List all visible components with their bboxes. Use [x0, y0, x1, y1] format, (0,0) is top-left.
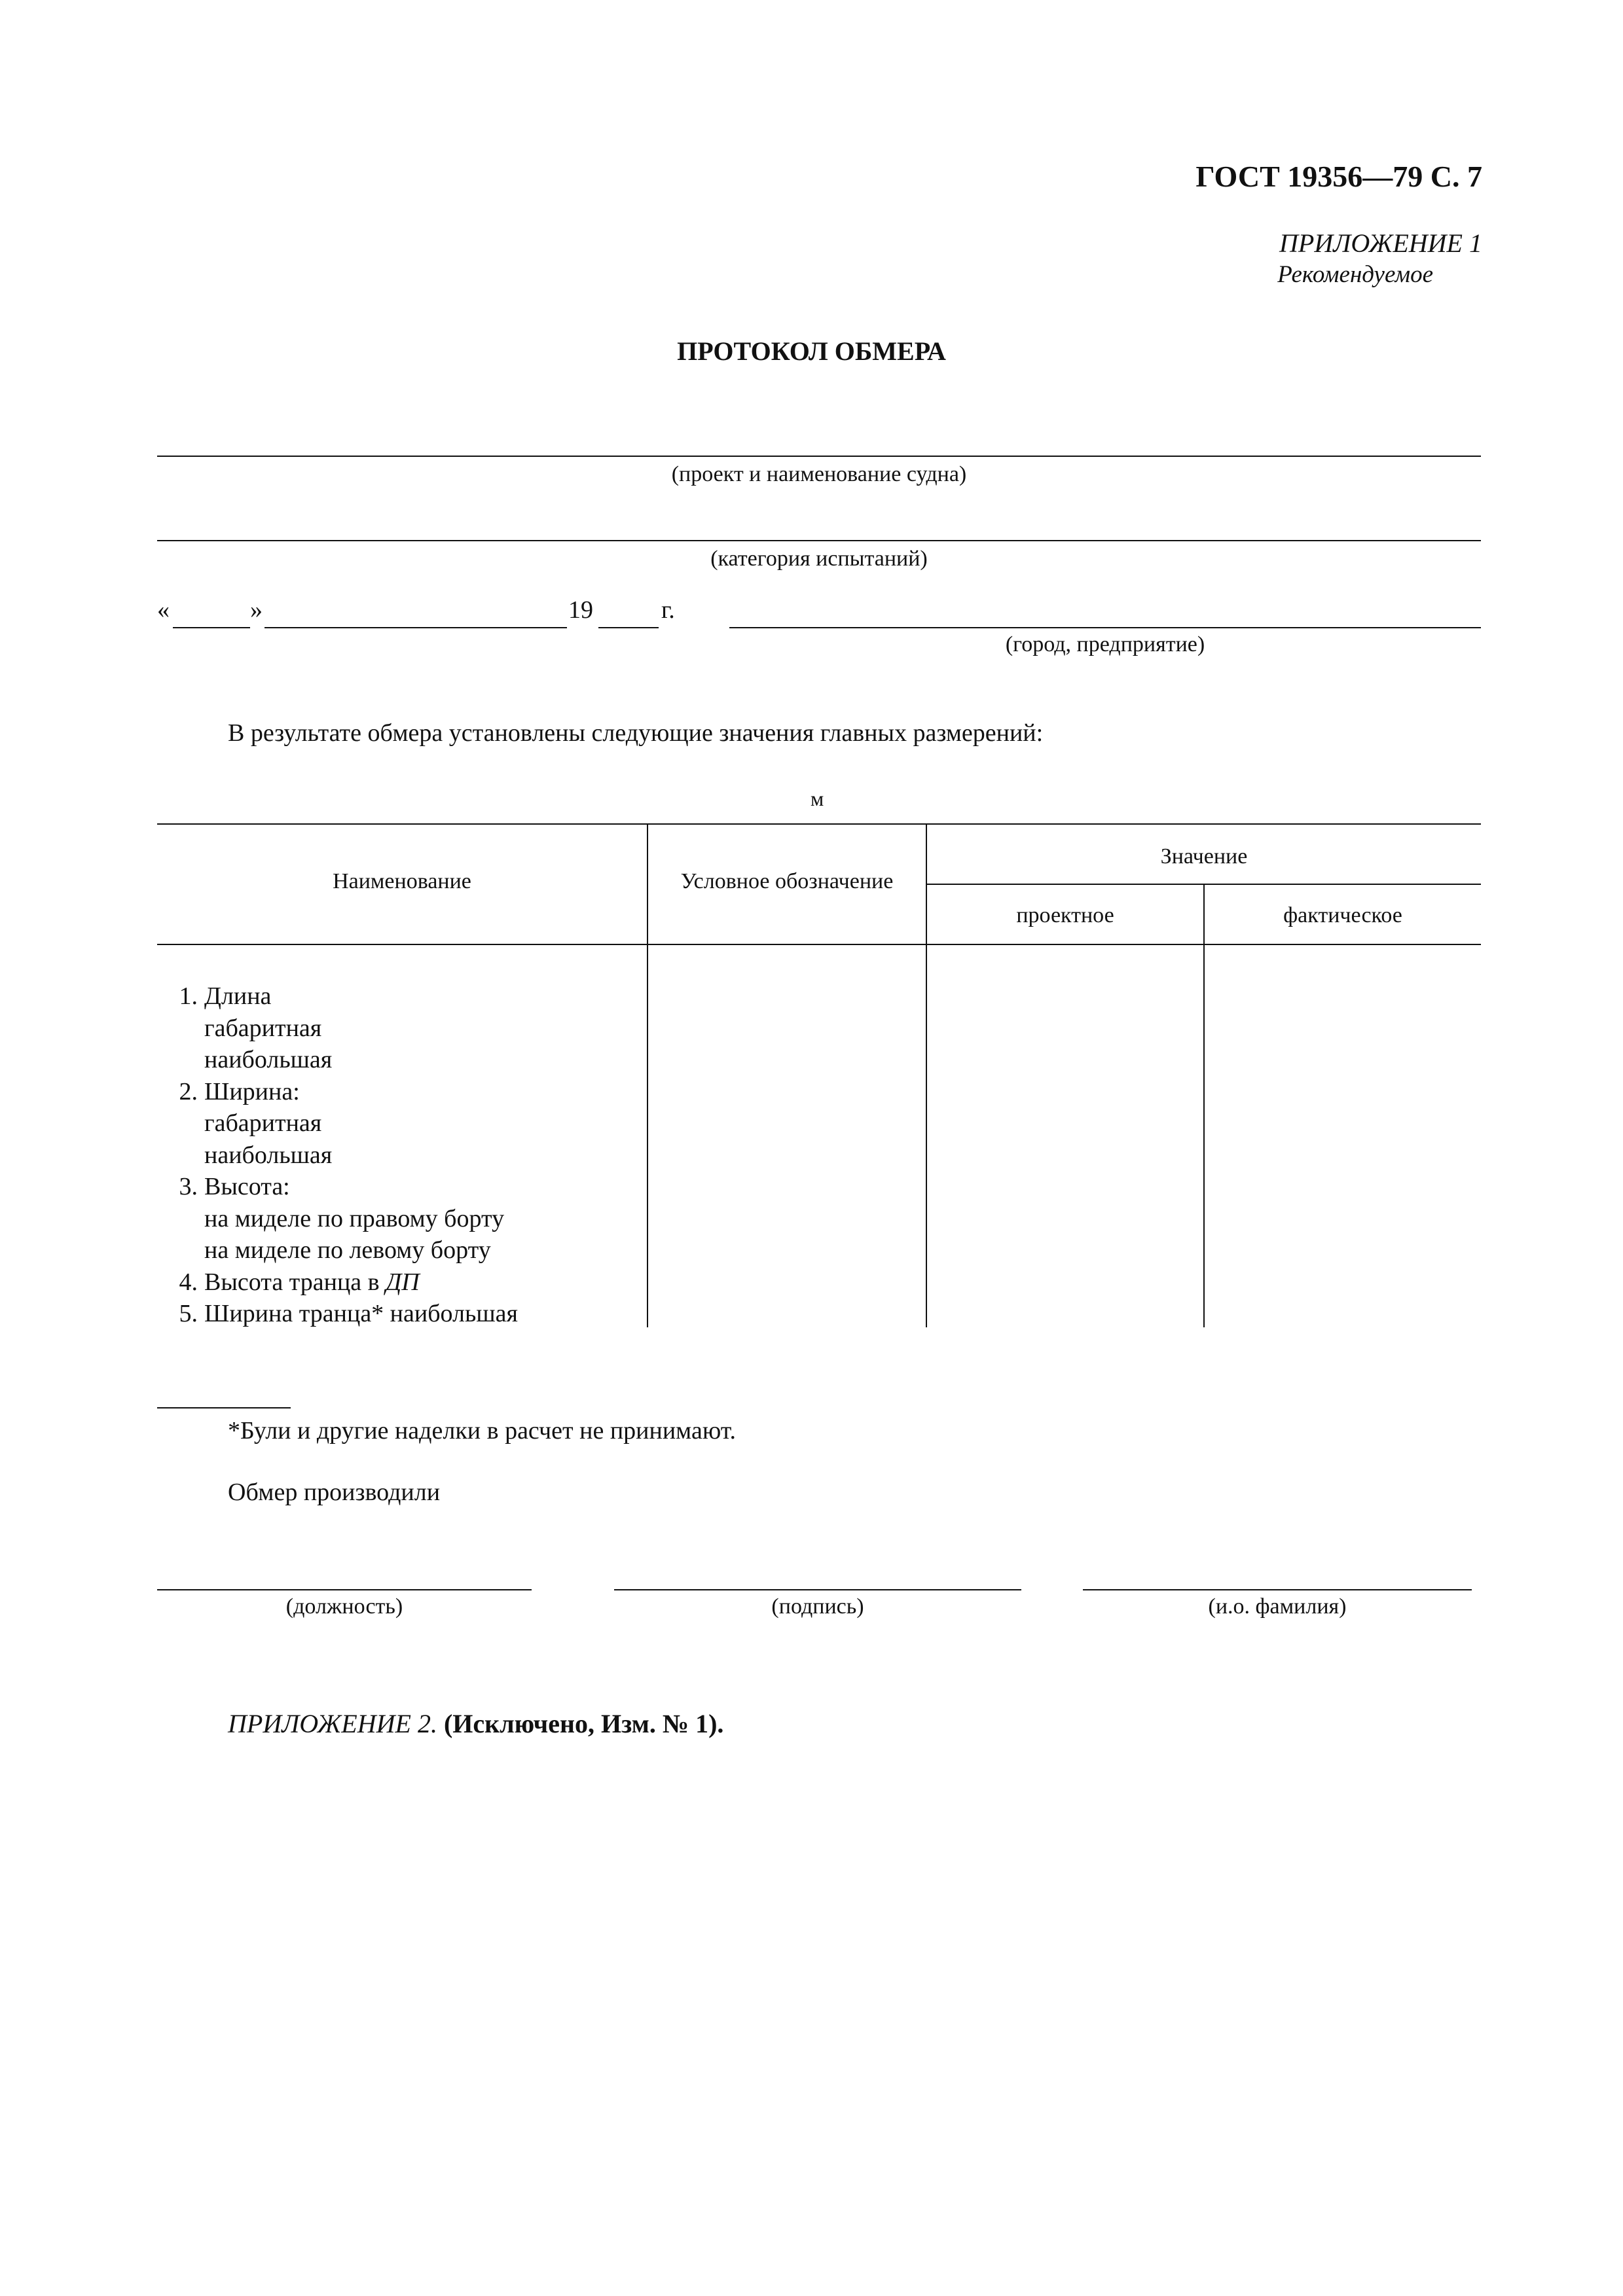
- header-design: проектное: [1016, 903, 1114, 927]
- year-suffix: г.: [661, 596, 675, 624]
- protocol-title: ПРОТОКОЛ ОБМЕРА: [677, 336, 946, 366]
- test-category-caption: (категория испытаний): [710, 547, 928, 571]
- appendix-2-note: [228, 1708, 723, 1739]
- appendix-title: ПРИЛОЖЕНИЕ 1: [1279, 228, 1482, 258]
- month-blank[interactable]: [264, 627, 567, 628]
- item-number: 4.: [179, 1268, 198, 1296]
- unit-label: м: [811, 787, 824, 810]
- item-text: Длина: [204, 982, 272, 1010]
- table-row: [162, 1172, 290, 1201]
- name-caption: (и.о. фамилия): [1208, 1594, 1347, 1619]
- appendix-2-label: ПРИЛОЖЕНИЕ 2.: [228, 1709, 437, 1738]
- table-row: [162, 1204, 504, 1233]
- table-row: [162, 1014, 321, 1043]
- item-number: 1.: [179, 982, 198, 1010]
- year-blank[interactable]: [598, 627, 659, 628]
- vessel-name-line[interactable]: [157, 456, 1481, 457]
- table-row: [162, 1141, 332, 1170]
- table-row: [162, 1299, 518, 1328]
- table-row: [162, 1077, 300, 1106]
- column-divider-3: [1203, 884, 1205, 1327]
- city-enterprise-line[interactable]: [729, 627, 1481, 628]
- item-number: 3.: [179, 1173, 198, 1200]
- table-row: [162, 1236, 491, 1265]
- header-symbol: Условное обозначение: [680, 869, 894, 893]
- column-divider-1: [647, 823, 648, 1327]
- column-divider-2: [926, 823, 927, 1327]
- item-text: на миделе по левому борту: [204, 1236, 491, 1264]
- appendix-2-status: (Исключено, Изм. № 1).: [443, 1709, 724, 1738]
- header-bottom-rule: [157, 944, 1481, 945]
- table-row: [162, 1268, 420, 1297]
- item-text: наибольшая: [204, 1141, 333, 1169]
- footnote-text: *Були и другие наделки в расчет не принимают.: [228, 1417, 736, 1444]
- date-open-quote: «: [157, 596, 170, 624]
- year-prefix: 19: [568, 596, 593, 624]
- item-text: наибольшая: [204, 1046, 333, 1073]
- item-text: Высота транца в: [204, 1268, 386, 1296]
- signature-caption: (подпись): [771, 1594, 864, 1619]
- test-category-line[interactable]: [157, 540, 1481, 541]
- vessel-caption: (проект и наименование судна): [671, 462, 967, 486]
- item-text: габаритная: [204, 1109, 322, 1137]
- table-row: [162, 1109, 321, 1138]
- header-value: Значение: [1160, 844, 1248, 869]
- header-actual: фактическое: [1283, 903, 1402, 927]
- intro-text: В результате обмера установлены следующие значения главных размерений:: [228, 719, 1044, 747]
- item-number: 2.: [179, 1077, 198, 1105]
- item-text: Ширина:: [204, 1077, 300, 1105]
- item-number: 5.: [179, 1300, 198, 1327]
- item-text: габаритная: [204, 1014, 322, 1042]
- item-text: на миделе по правому борту: [204, 1204, 505, 1232]
- signature-line[interactable]: [614, 1589, 1021, 1590]
- table-top-rule: [157, 823, 1481, 825]
- header-name: Наименование: [333, 869, 471, 893]
- dimensions-table: [157, 823, 1481, 1327]
- day-blank[interactable]: [173, 627, 250, 628]
- name-line[interactable]: [1083, 1589, 1472, 1590]
- appendix-status: Рекомендуемое: [1277, 261, 1433, 288]
- item-text: Ширина транца* наибольшая: [204, 1300, 518, 1327]
- measured-by-label: Обмер производили: [228, 1479, 441, 1506]
- document-reference: ГОСТ 19356—79 С. 7: [1195, 160, 1482, 193]
- table-row: [162, 982, 271, 1011]
- item-text: Высота:: [204, 1173, 290, 1200]
- table-row: [162, 1045, 332, 1074]
- date-close-quote: »: [250, 596, 263, 624]
- item-text-italic: ДП: [386, 1268, 420, 1296]
- footnote-rule: [157, 1407, 291, 1408]
- city-caption: (город, предприятие): [1005, 632, 1205, 656]
- position-caption: (должность): [285, 1594, 403, 1619]
- position-line[interactable]: [157, 1589, 532, 1590]
